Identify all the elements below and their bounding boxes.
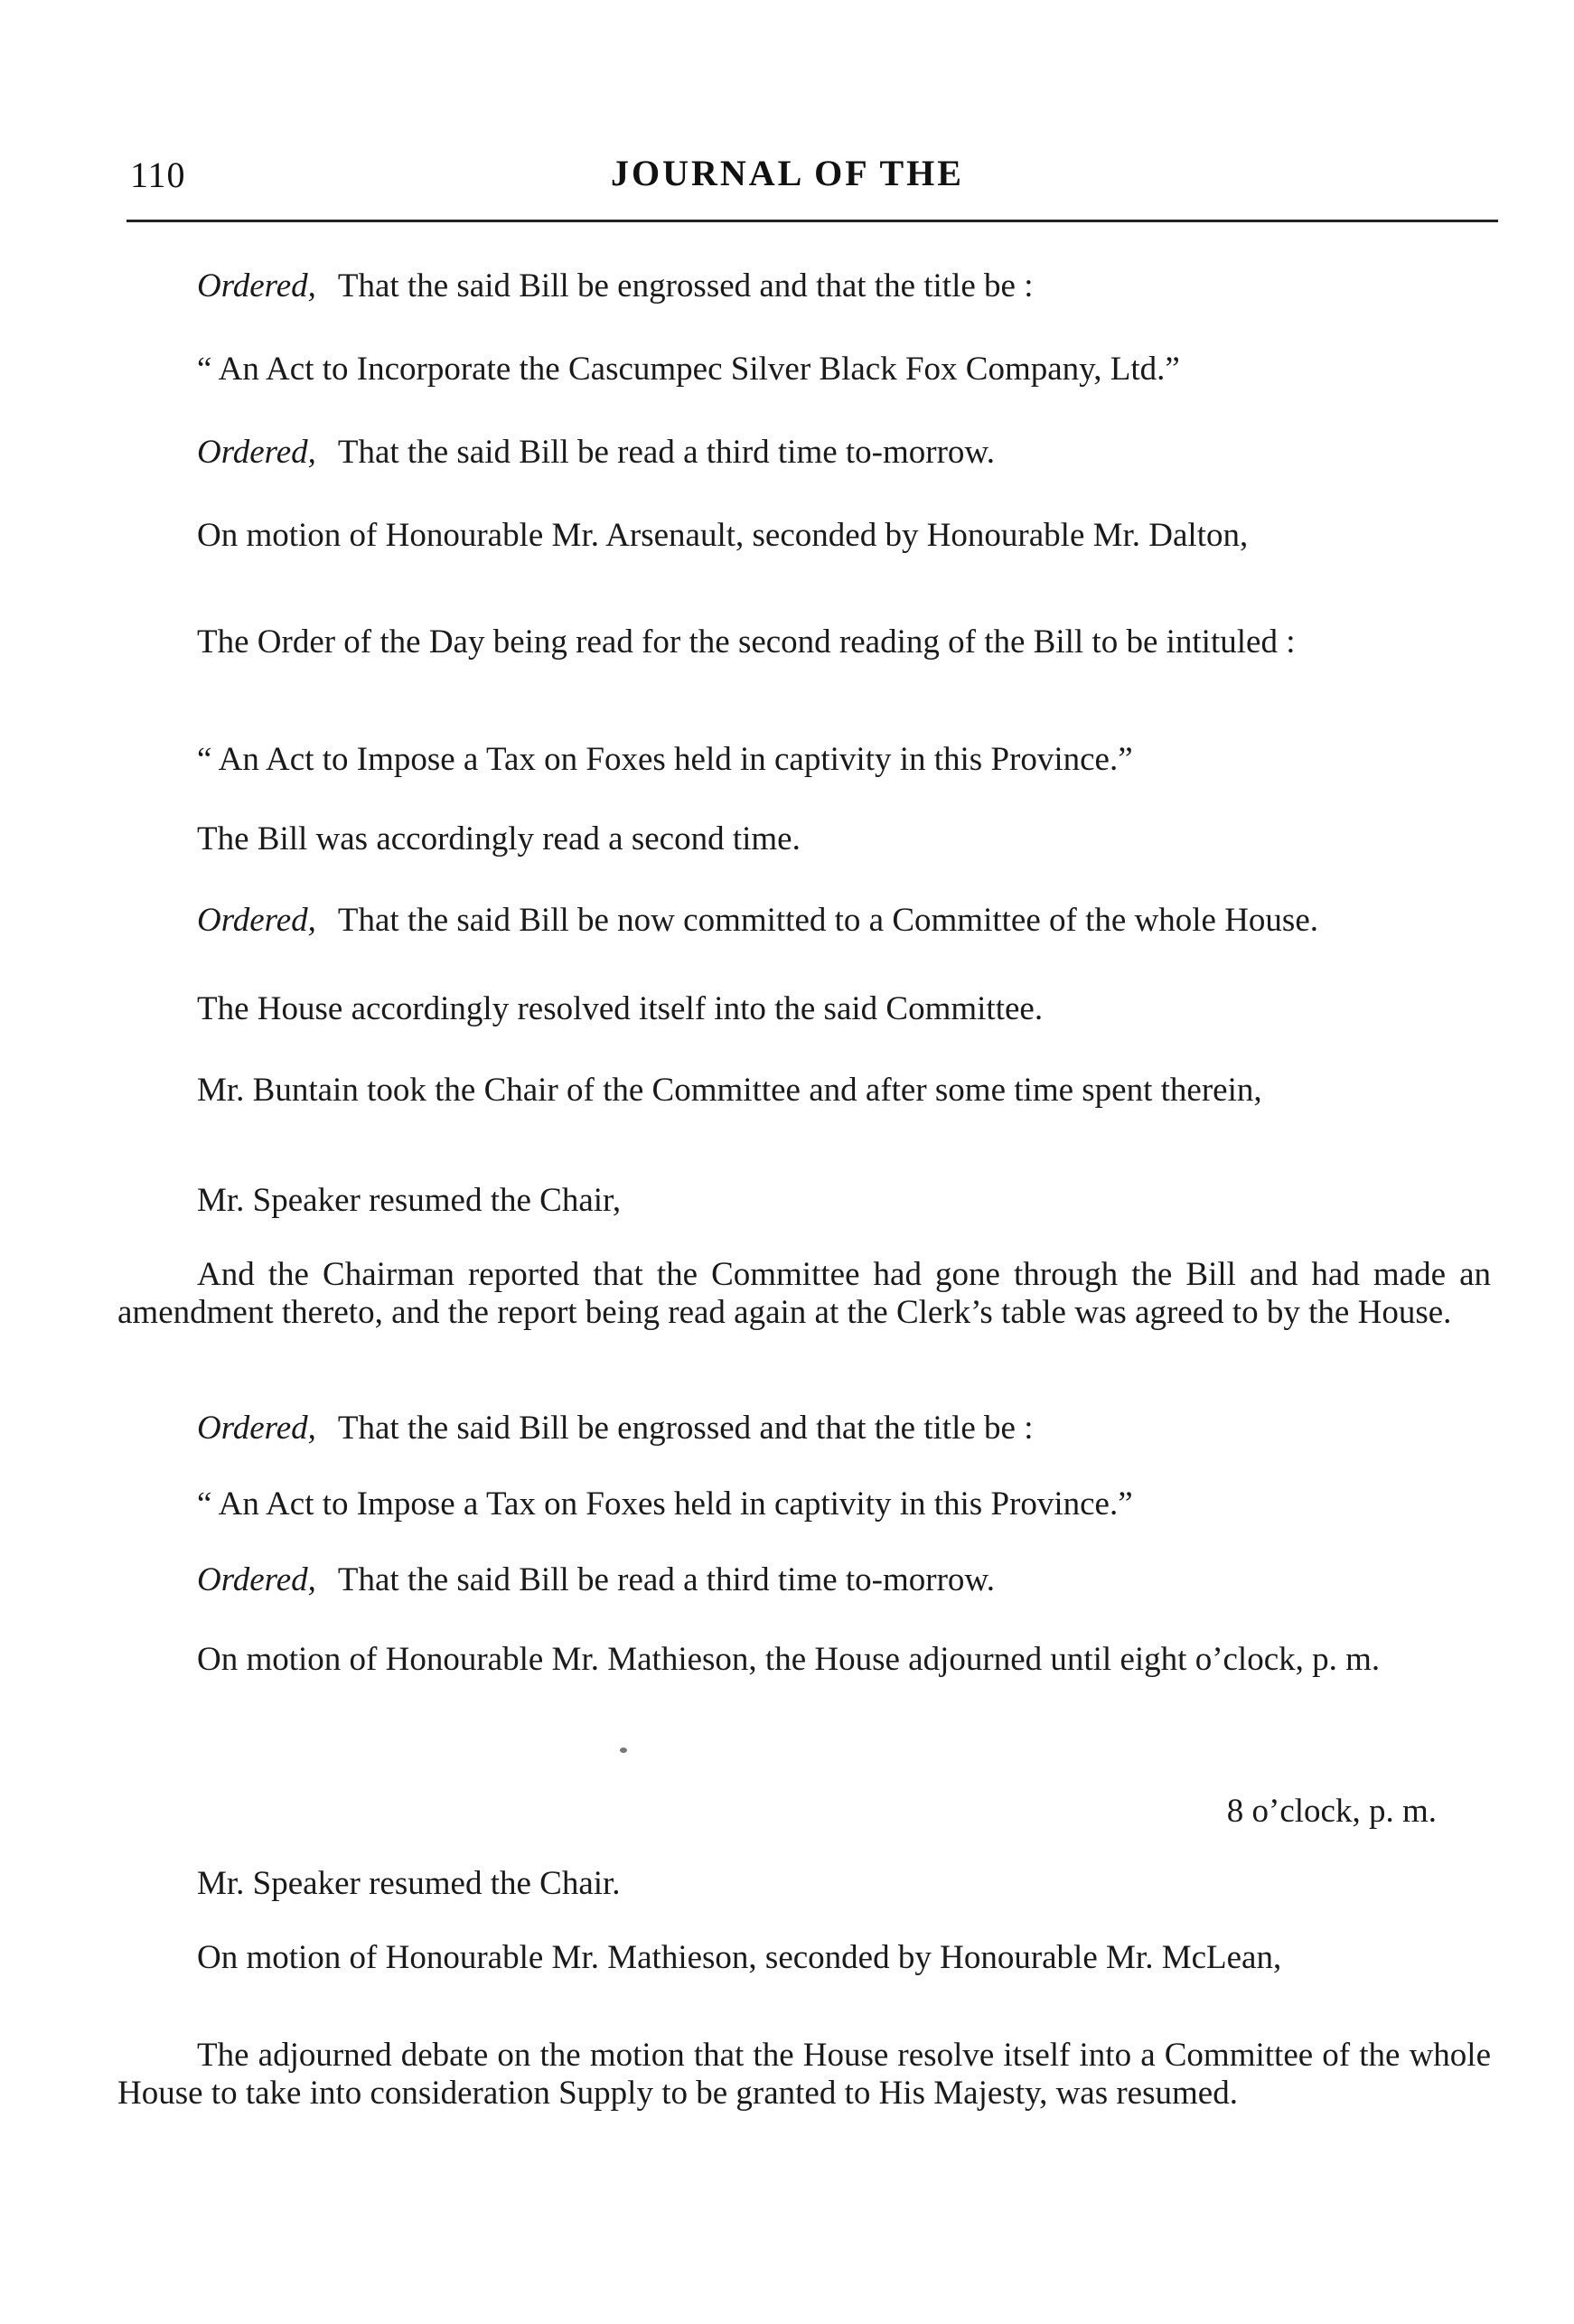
header-rule xyxy=(126,220,1498,222)
ordered-label: Ordered, xyxy=(197,434,316,471)
adjournment-paragraph: On motion of Honourable Mr. Mathieson, the House adjourned until eight o’clock, p. m. xyxy=(197,1641,1381,1678)
ordered-paragraph xyxy=(117,1410,1491,1448)
ordered-label: Ordered, xyxy=(197,267,316,305)
chair-paragraph: Mr. Buntain took the Chair of the Committee and after some time spent therein, xyxy=(197,1072,1262,1109)
report-paragraph: And the Chairman reported that the Committee had gone through the Bill and had made an amendment thereto, and the report being read again at the Clerk’s table was agreed to by the House. xyxy=(117,1256,1491,1331)
ordered-paragraph xyxy=(117,267,1491,305)
paragraph-text: That the said Bill be engrossed and that the title be : xyxy=(337,267,1034,305)
motion-paragraph: On motion of Honourable Mr. Mathieson, seconded by Honourable Mr. McLean, xyxy=(197,1939,1282,1976)
bill-title-quote: “ An Act to Impose a Tax on Foxes held in captivity in this Province.” xyxy=(197,741,1133,778)
supply-debate-paragraph: The adjourned debate on the motion that the House resolve itself into a Committee of the whole House to take into consideration Supply to be granted to His Majesty, was resumed. xyxy=(117,2037,1491,2112)
page-header xyxy=(126,146,1500,201)
reading-paragraph: The Bill was accordingly read a second time. xyxy=(197,820,801,857)
order-of-day-paragraph: The Order of the Day being read for the second reading of the Bill to be intituled : xyxy=(197,623,1296,661)
ordered-label: Ordered, xyxy=(197,1410,316,1447)
ordered-paragraph xyxy=(117,434,1491,472)
paragraph-text: That the said Bill be read a third time to-morrow. xyxy=(337,1561,995,1598)
ordered-label: Ordered, xyxy=(197,1561,316,1598)
speaker-paragraph: Mr. Speaker resumed the Chair. xyxy=(197,1865,621,1902)
running-title: JOURNAL OF THE xyxy=(611,153,964,193)
motion-paragraph: On motion of Honourable Mr. Arsenault, seconded by Honourable Mr. Dalton, xyxy=(197,517,1249,554)
speaker-paragraph: Mr. Speaker resumed the Chair, xyxy=(197,1182,622,1219)
bill-title-quote: “ An Act to Incorporate the Cascumpec Silver Black Fox Company, Ltd.” xyxy=(197,351,1180,388)
page-number: 110 xyxy=(130,155,186,195)
ordered-label: Ordered, xyxy=(197,902,316,939)
paragraph-text: That the said Bill be engrossed and that the title be : xyxy=(337,1410,1034,1447)
time-marker: 8 o’clock, p. m. xyxy=(1226,1793,1437,1830)
ordered-paragraph xyxy=(117,902,1491,940)
ordered-paragraph xyxy=(117,1561,1491,1599)
paragraph-text: That the said Bill be now committed to a Committee of the whole House. xyxy=(337,902,1318,939)
committee-paragraph: The House accordingly resolved itself into the said Committee. xyxy=(197,990,1044,1027)
paragraph-text: That the said Bill be read a third time to-morrow. xyxy=(337,434,995,471)
bill-title-quote: “ An Act to Impose a Tax on Foxes held in captivity in this Province.” xyxy=(197,1485,1133,1523)
print-speck xyxy=(620,1748,627,1753)
